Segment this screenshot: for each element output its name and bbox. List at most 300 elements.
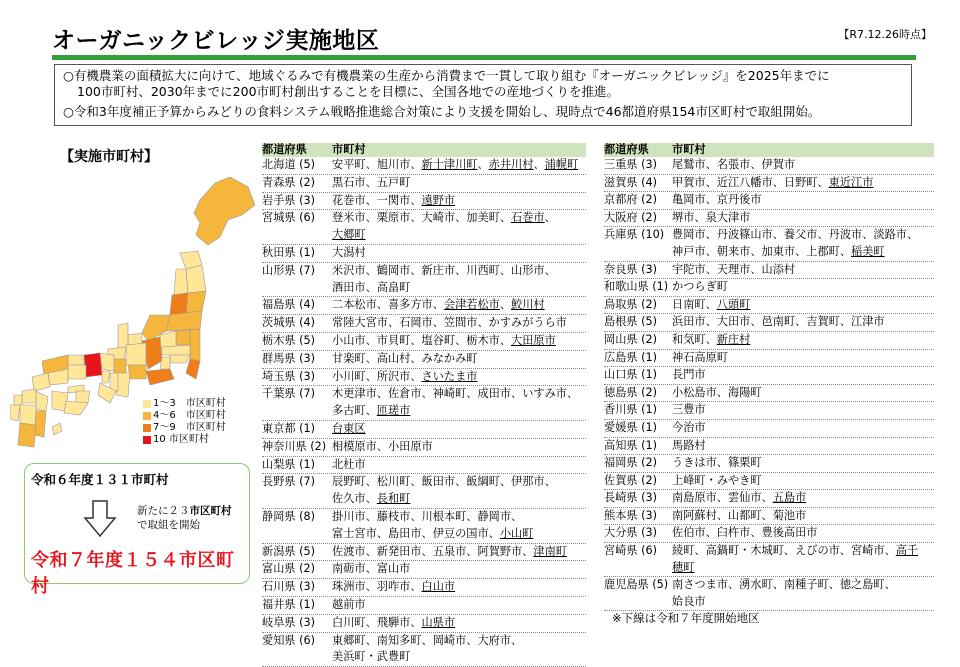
municipality-cell [332,351,586,368]
municipality-text: 木更津市、佐倉市、神崎町、成田市、いすみ市、 [332,387,579,401]
table-row [262,386,586,421]
map-iwate [186,265,206,293]
table-body [604,157,934,611]
map-kagoshima [18,423,36,447]
map-aichi [128,365,146,379]
municipality-line [672,385,934,402]
table-row [604,473,934,491]
map-chiba [186,359,200,379]
municipality-cell [332,544,586,561]
prefecture-cell: 大阪府 (2) [604,210,657,224]
municipality-cell [332,474,586,508]
municipality-text: 神戸市、朝来市、加東市、上郡町、 [672,244,852,258]
prefecture-cell: 富山県 (2) [262,562,315,576]
municipality-text: 浜田市、大田市、邑南町、吉賀町、江津市 [672,315,885,329]
map-gunma [160,331,176,347]
table-row [604,490,934,508]
municipality-text: 佐伯市、臼杵市、豊後高田市 [672,526,818,540]
municipality-cell [332,175,586,192]
legend-swatch [143,436,151,444]
municipality-text: 登米市、栗原市、大崎市、加美町、 [332,211,512,225]
municipality-line [332,333,586,350]
table-row [604,543,934,577]
table-row [262,245,586,263]
municipality-line [672,490,934,507]
prefecture-cell: 宮城県 (6) [262,211,315,225]
municipality-text: 白川町、飛騨市、 [332,615,422,629]
prefecture-cell: 滋賀県 (4) [604,175,657,189]
municipality-text: 小松島市、海陽町 [672,385,762,399]
prefecture-cell: 徳島県 (2) [604,385,657,399]
legend-label: 10 市区町村 [153,434,209,445]
municipality-text: 辰野町、松川町、飯田市、飯綱町、伊那市、 [332,475,556,489]
municipality-cell [672,438,934,455]
municipality-text: 富士宮市、島田市、伊豆の国市、 [332,526,500,540]
prefecture-cell: 高知県 (1) [604,438,657,452]
table-row [262,615,586,633]
map-ibaraki [190,329,200,361]
municipality-text: 美浜町・武豊町 [332,650,411,664]
summary-line-3: ○令和3年度補正予算からみどりの食料システム戦略推進総合対策により支援を開始し、現時点で46都道府県154市区町村で取組開始。 [63,104,821,119]
municipality-cell [672,455,934,472]
municipality-line [332,597,586,614]
prefecture-cell: 茨城県 (4) [262,316,315,330]
table-row [262,544,586,562]
table-row [604,192,934,210]
municipality-cell [672,192,934,209]
municipality-text: 上峰町・みやき町 [672,473,762,487]
new-municipality: 高千 [895,544,919,558]
table-row [604,438,934,456]
new-municipality: 八頭町 [716,297,751,311]
municipality-line [332,351,586,368]
municipality-cell [332,210,586,244]
map-section-label: 【実施市町村】 [60,149,158,165]
map-legend [143,398,226,446]
map-toyama [128,333,142,345]
municipality-line [332,439,586,456]
table-row [262,369,586,387]
municipality-text: 大潟村 [332,245,366,259]
title-underline-bar [52,55,916,60]
table-row [604,210,934,228]
table-row [604,385,934,403]
municipality-line [672,227,934,244]
municipality-text: 佐久市、 [332,492,377,506]
municipality-line [332,193,586,210]
prefecture-cell: 神奈川県 (2) [262,439,327,453]
new-municipality: 遠野市 [421,193,456,207]
new-municipality: 稲美町 [851,244,885,258]
prefecture-cell: 岐阜県 (3) [262,615,315,629]
legend-item [143,434,226,446]
municipality-line [672,594,934,611]
municipality-text: 小川町、所沢市、 [332,369,422,383]
map-saga [14,395,22,405]
municipality-text: 宇陀市、天理市、山添村 [672,262,796,276]
municipality-line [332,245,586,262]
municipality-text: 今治市 [672,420,706,434]
municipality-text: 佐渡市、新発田市、五泉市、阿賀野市、 [332,544,534,558]
municipality-line [672,157,934,174]
table-body [262,157,586,667]
municipality-text: かつらぎ町 [672,280,728,294]
prefecture-cell: 佐賀県 (2) [604,473,657,487]
municipality-line [332,474,586,491]
prefecture-cell: 福島県 (4) [262,298,315,312]
table-row [604,577,934,611]
legend-label: 1～3 市区町村 [153,398,226,409]
table-row [604,455,934,473]
municipality-text: 花巻市、一関市、 [332,193,422,207]
summary-line-2: 100市町村、2030年までに200市町村創出することを目標に、全国各地での産地づくりを推進。 [77,84,620,99]
table-row [604,367,934,385]
municipality-line [332,457,586,474]
table-row [262,157,586,175]
municipality-text: 姶良市 [672,594,706,608]
new-municipality: 東近江市 [828,175,874,189]
municipality-cell [332,421,586,438]
municipality-text: 小山市、市貝町、塩谷町、栃木市、 [332,333,512,347]
municipality-cell [672,227,934,260]
map-hokkaido [194,177,255,245]
table-row [262,175,586,193]
municipality-text: 日南町、 [672,297,717,311]
municipality-cell [332,333,586,350]
legend-label: 4～6 市区町村 [153,410,226,421]
municipality-cell [672,525,934,542]
municipality-cell [332,297,586,314]
table-header [604,143,934,157]
table-row [262,597,586,615]
municipality-line [672,279,934,296]
prefecture-cell: 福井県 (1) [262,597,315,611]
new-municipality: 長和町 [376,492,411,506]
new-municipality: 石巻市 [511,211,545,225]
table-row [262,579,586,597]
municipality-text: 、 [477,158,489,171]
new-municipality: 津南町 [533,544,567,558]
map-osaka [102,371,110,383]
prefecture-cell: 広島県 (1) [604,350,657,364]
municipality-line [332,579,586,596]
map-saitama [162,345,190,355]
municipality-line [672,455,934,472]
municipality-table-right [604,143,934,611]
municipality-line [672,438,934,455]
municipality-text: 堺市、泉大津市 [672,210,751,224]
municipality-line [672,473,934,490]
map-oita [36,391,48,411]
municipality-text: 神石高原町 [672,350,728,364]
municipality-cell [332,561,586,578]
municipality-line [672,402,934,419]
municipality-cell [672,297,934,314]
prefecture-cell: 宮崎県 (6) [604,544,657,558]
new-municipality: さいたま市 [421,369,478,383]
box-note-line2: で取組を開始 [137,519,200,531]
municipality-text: 安平町、旭川市、 [332,158,422,171]
municipality-line [332,315,586,332]
prefecture-cell: 愛媛県 (1) [604,420,657,434]
municipality-line [332,509,586,526]
prefecture-cell: 大分県 (3) [604,526,657,540]
new-municipality: 穂町 [672,560,695,574]
map-shiga [114,359,126,373]
municipality-text: 北杜市 [332,457,366,471]
footnote: ※下線は令和７年度開始地区 [612,611,760,625]
prefecture-cell: 山形県 (7) [262,263,315,277]
map-yamaguchi [32,373,50,391]
legend-label: 7～9 市区町村 [153,422,226,433]
municipality-cell [332,509,586,543]
table-row [262,457,586,475]
prefecture-cell: 福岡県 (2) [604,456,657,470]
new-municipality: 小山町 [499,526,534,540]
new-municipality: 白山市 [421,580,456,594]
legend-swatch [143,424,151,432]
municipality-line [672,175,934,192]
map-hyogo [84,353,102,377]
municipality-text: 、 [533,158,545,171]
municipality-line [332,544,586,561]
municipality-cell [332,369,586,386]
municipality-cell [672,367,934,384]
municipality-line [672,332,934,349]
municipality-text: 南さつま市、湧水町、南種子町、徳之島町、 [672,578,896,592]
box-note-pre: 新たに２３ [137,505,190,517]
map-nagasaki [10,405,20,421]
new-municipality: 浦幌町 [544,158,579,171]
municipality-cell [672,402,934,419]
legend-item [143,422,226,434]
table-row [604,420,934,438]
map-okinawa [52,423,62,435]
table-row [262,263,586,298]
municipality-cell [672,314,934,331]
municipality-cell [672,473,934,490]
table-row [262,333,586,351]
table-row [604,227,934,261]
municipality-cell [332,315,586,332]
prefecture-cell: 岩手県 (3) [262,193,315,207]
municipality-cell [332,386,586,420]
municipality-cell [332,615,586,632]
map-shizuoka [146,369,174,385]
municipality-line [332,210,586,227]
table-row [262,633,586,667]
prefecture-cell: 静岡県 (8) [262,509,315,523]
municipality-cell [332,439,586,456]
legend-swatch [143,400,151,408]
municipality-text: 南砺市、富山市 [332,562,411,576]
municipality-text: 南阿蘇村、山都町、菊池市 [672,508,807,522]
municipality-text: 亀岡市、京丹後市 [672,193,762,207]
prefecture-cell: 千葉県 (7) [262,387,315,401]
prefecture-cell: 埼玉県 (3) [262,369,315,383]
new-municipality: 大郷町 [332,228,366,242]
prefecture-cell: 山梨県 (1) [262,457,315,471]
prefecture-cell: 鳥取県 (2) [604,297,657,311]
municipality-line [332,386,586,403]
map-yamanashi [160,357,170,369]
map-kumamoto [20,405,36,425]
municipality-line [672,350,934,367]
legend-item [143,398,226,410]
prefecture-cell: 熊本県 (3) [604,508,657,522]
prefecture-cell: 栃木県 (5) [262,333,315,347]
municipality-line [672,262,934,279]
table-row [262,509,586,544]
municipality-text: 越前市 [332,597,366,611]
municipality-text: 掛川市、藤枝市、川根本町、静岡市、 [332,509,523,523]
municipality-cell [672,157,934,174]
municipality-line [672,543,934,560]
box-total: 令和７年度１５４市区町村 [31,550,235,597]
table-row [604,332,934,350]
municipality-line [332,403,586,420]
map-miyazaki [34,411,46,437]
municipality-text: 珠洲市、羽咋市、 [332,580,422,594]
municipality-text: 豊岡市、丹波篠山市、養父市、丹波市、淡路市、 [672,228,919,242]
prefecture-cell: 青森県 (2) [262,175,315,189]
municipality-cell [672,175,934,192]
municipality-cell [332,263,586,297]
prefecture-cell: 東京都 (1) [262,421,315,435]
municipality-line [332,526,586,543]
municipality-line [332,175,586,192]
prefecture-cell: 島根県 (5) [604,315,657,329]
municipality-text: 東郷町、南知多町、岡崎市、大府市、 [332,633,523,647]
header-pref: 都道府県 [262,143,307,156]
prefecture-cell: 石川県 (3) [262,580,315,594]
prefecture-cell: 群馬県 (3) [262,351,315,365]
municipality-text: 、 [544,211,556,225]
table-row [604,279,934,297]
map-tokyo [170,355,190,363]
box-note [137,504,232,532]
municipality-line [332,369,586,386]
table-row [262,297,586,315]
table-row [262,351,586,369]
municipality-text: 酒田市、高畠町 [332,280,411,294]
municipality-line [332,561,586,578]
summary-line-1: ○有機農業の面積拡大に向けて、地域ぐるみで有機農業の生産から消費まで一貫して取り組む『オーガニックビレッジ』を2025年までに [63,68,830,83]
new-municipality: 台東区 [332,421,366,435]
summary-box [54,64,912,126]
table-row [262,315,586,333]
municipality-text: 長門市 [672,368,706,382]
table-row [262,421,586,439]
table-row [604,350,934,368]
header-pref: 都道府県 [604,143,649,156]
table-row [262,439,586,457]
down-arrow-icon [83,500,117,538]
municipality-line [332,297,586,314]
legend-swatch [143,412,151,420]
municipality-cell [672,385,934,402]
municipality-line [332,263,586,280]
prefecture-cell: 和歌山県 (1) [604,280,669,294]
municipality-cell [672,577,934,610]
new-municipality: 大田原市 [511,333,556,347]
prefecture-cell: 兵庫県 (10) [604,228,665,242]
municipality-cell [332,633,586,667]
page-title: オーガニックビレッジ実施地区 [52,28,380,54]
table-row [262,210,586,245]
municipality-text: うきは市、篠栗町 [672,456,762,470]
prefecture-cell: 秋田県 (1) [262,245,315,259]
legend-item [143,410,226,422]
table-row [604,525,934,543]
municipality-text: 相模原市、小田原市 [332,439,433,453]
table-row [262,193,586,211]
municipality-cell [332,245,586,262]
municipality-line [672,525,934,542]
municipality-cell [332,579,586,596]
municipality-line [332,633,586,650]
municipality-cell [672,508,934,525]
municipality-cell [672,279,934,296]
municipality-line [672,192,934,209]
municipality-line [672,560,934,577]
municipality-line [332,615,586,632]
table-row [604,175,934,193]
municipality-cell [332,157,586,174]
municipality-text: 米沢市、鶴岡市、新庄市、川西町、山形市、 [332,263,556,277]
municipality-text: 二本松市、喜多方市、 [332,298,444,312]
new-municipality: 赤井川村 [488,158,534,171]
municipality-cell [672,350,934,367]
municipality-text: 甲賀市、近江八幡市、日野町、 [672,175,829,189]
prefecture-cell: 鹿児島県 (5) [604,578,669,592]
municipality-text: 綾町、高鍋町・木城町、えびの市、宮崎市、 [672,544,896,558]
map-fukuoka [22,389,36,403]
prefecture-cell: 新潟県 (5) [262,544,315,558]
municipality-line [672,314,934,331]
municipality-text: 尾鷲市、名張市、伊賀市 [672,158,796,171]
municipality-text: 多古町、 [332,404,377,418]
municipality-line [332,227,586,244]
municipality-text: 常陸大宮市、石岡市、笠間市、かすみがうら市 [332,316,567,330]
municipality-cell [332,457,586,474]
new-municipality: 会津若松市 [443,298,500,312]
prefecture-cell: 長野県 (7) [262,475,315,489]
municipality-line [332,491,586,508]
table-row [604,402,934,420]
municipality-text: 三豊市 [672,403,706,417]
new-municipality: 五島市 [772,491,807,505]
municipality-cell [672,543,934,576]
prefecture-cell: 京都府 (2) [604,193,657,207]
prefecture-cell: 奈良県 (3) [604,262,657,276]
map-tokushima [76,391,90,403]
municipality-line [672,210,934,227]
header-city: 市町村 [672,143,706,156]
municipality-line [332,421,586,438]
map-okayama [68,365,86,379]
prefecture-cell: 愛知県 (6) [262,633,315,647]
municipality-cell [332,597,586,614]
municipality-text: 和気町、 [672,332,717,346]
municipality-line [672,244,934,261]
table-row [604,297,934,315]
new-municipality: 匝瑳市 [376,404,411,418]
municipality-cell [672,490,934,507]
municipality-text: 、 [499,298,512,312]
municipality-line [332,157,586,174]
table-row [262,561,586,579]
